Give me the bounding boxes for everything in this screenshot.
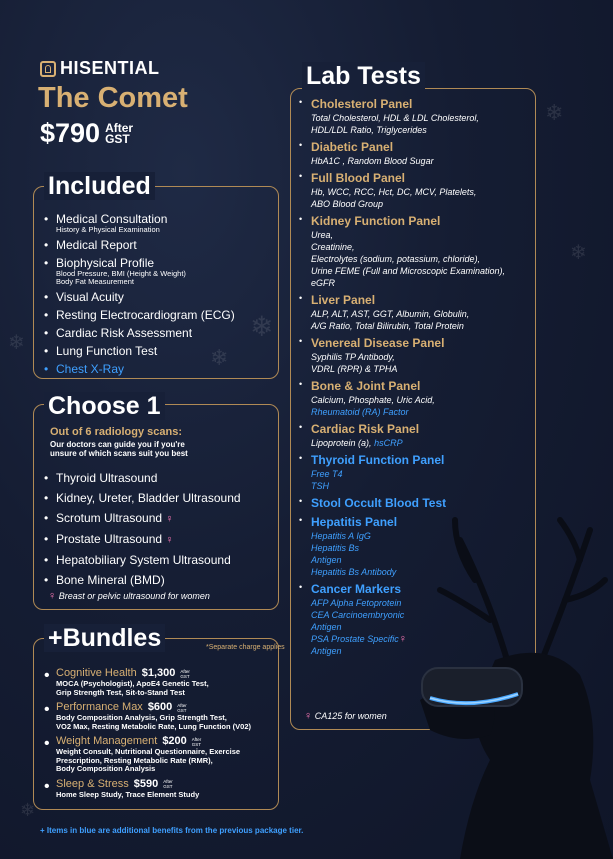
list-item: • Full Blood Panel Hb, WCC, RCC, Hct, DC, MCV, Platelets, ABO Blood Group xyxy=(299,171,537,210)
included-list xyxy=(44,212,274,380)
list-item: • Chest X-Ray xyxy=(44,362,274,376)
list-item: • Diabetic Panel HbA1C , Random Blood Sugar xyxy=(299,140,537,167)
list-item: • Resting Electrocardiogram (ECG) xyxy=(44,308,274,322)
choose-subheading: Out of 6 radiology scans: xyxy=(50,426,183,438)
list-item: • Prostate Ultrasound ♀ xyxy=(44,532,274,547)
female-icon: ♀ xyxy=(48,590,57,602)
list-item: • Kidney, Ureter, Bladder Ultrasound xyxy=(44,491,274,505)
brand-name: HISENTIAL xyxy=(60,58,160,78)
list-item: • Bone Mineral (BMD) xyxy=(44,573,274,587)
female-icon: ♀ xyxy=(165,513,174,525)
list-item: • Sleep & Stress $590 After GST Home Sleep Study, Trace Element Study xyxy=(44,778,276,800)
list-item: • Cancer Markers AFP Alpha Fetoprotein CEA Carcinoembryonic Antigen PSA Prostate Specific♀ Antigen xyxy=(299,582,537,657)
list-item: • Thyroid Ultrasound xyxy=(44,471,274,485)
list-item: • Stool Occult Blood Test xyxy=(299,496,537,511)
list-item: • Visual Acuity xyxy=(44,290,274,304)
list-item: • Medical Report xyxy=(44,238,274,252)
list-item: • Performance Max $600 After GST Body Composition Analysis, Grip Strength Test, VO2 Max, Resting Metabolic Rate, Lung Function (V02) xyxy=(44,701,276,731)
list-item: • Hepatitis Panel Hepatitis A IgG Hepatitis Bs Antigen Hepatitis Bs Antibody xyxy=(299,515,537,578)
list-item: • Thyroid Function Panel Free T4 TSH xyxy=(299,453,537,492)
list-item: • Biophysical Profile Blood Pressure, BMI (Height & Weight) Body Fat Measurement xyxy=(44,256,274,286)
list-item: • Bone & Joint Panel Calcium, Phosphate, Uric Acid, Rheumatoid (RA) Factor xyxy=(299,379,537,418)
list-item: • Cholesterol Panel Total Cholesterol, HDL & LDL Cholesterol, HDL/LDL Ratio, Triglycerides xyxy=(299,97,537,136)
list-item: • Venereal Disease Panel Syphilis TP Antibody, VDRL (RPR) & TPHA xyxy=(299,336,537,375)
snowflake-icon: ❄ xyxy=(570,242,587,264)
list-item: • Lung Function Test xyxy=(44,344,274,358)
snowflake-icon: ❄ xyxy=(545,100,564,125)
list-item: • Weight Management $200 After GST Weight Consult, Nutritional Questionnaire, Exercise Prescription, Resting Metabolic Rate (RMR), Body Composition Analysis xyxy=(44,735,276,774)
list-item: • Medical Consultation History & Physical Examination xyxy=(44,212,274,234)
list-item: • Scrotum Ultrasound ♀ xyxy=(44,511,274,526)
list-item: • Hepatobiliary System Ultrasound xyxy=(44,553,274,567)
list-item: • Kidney Function Panel Urea, Creatinine, Electrolytes (sodium, potassium, chloride), Urine FEME (Full and Microscopic Examination), eGFR xyxy=(299,214,537,289)
choose-female-note: ♀ Breast or pelvic ultrasound for women xyxy=(48,590,210,602)
brand xyxy=(40,58,160,79)
choose-list xyxy=(44,471,274,593)
choose-note: Our doctors can guide you if you're unsure of which scans suit you best xyxy=(50,440,188,458)
price-value: $790 xyxy=(40,118,101,148)
bundles-list xyxy=(44,667,276,803)
included-heading: Included xyxy=(44,172,155,200)
female-icon: ♀ xyxy=(304,710,313,722)
bundles-note: *Separate charge applies xyxy=(206,644,285,651)
list-item: • Liver Panel ALP, ALT, AST, GGT, Albumin, Globulin, A/G Ratio, Total Bilirubin, Total Protein xyxy=(299,293,537,332)
list-item: • Cognitive Health $1,300 After GST MOCA (Psychologist), ApoE4 Genetic Test, Grip Strength Test, Sit-to-Stand Test xyxy=(44,667,276,697)
snowflake-icon: ❄ xyxy=(8,332,25,354)
package-title: The Comet xyxy=(38,82,188,114)
lab-heading: Lab Tests xyxy=(302,62,425,90)
reindeer-vr-illustration xyxy=(400,500,613,859)
list-item: • Cardiac Risk Panel Lipoprotein (a), hsCRP xyxy=(299,422,537,449)
list-item: • Cardiac Risk Assessment xyxy=(44,326,274,340)
temple-icon xyxy=(40,61,56,77)
lab-female-note: ♀ CA125 for women xyxy=(304,710,387,722)
snowflake-icon: ❄ xyxy=(20,800,36,820)
snowflake-icon: ❄ xyxy=(210,345,229,370)
snowflake-icon: ❄ xyxy=(250,311,274,342)
female-icon: ♀ xyxy=(165,534,174,546)
bundles-heading: +Bundles xyxy=(44,624,165,652)
package-price xyxy=(40,118,133,149)
price-note: After GST xyxy=(105,121,134,146)
footer-note: + Items in blue are additional benefits from the previous package tier. xyxy=(40,826,304,835)
choose-heading: Choose 1 xyxy=(44,392,165,420)
female-icon: ♀ xyxy=(398,633,407,645)
